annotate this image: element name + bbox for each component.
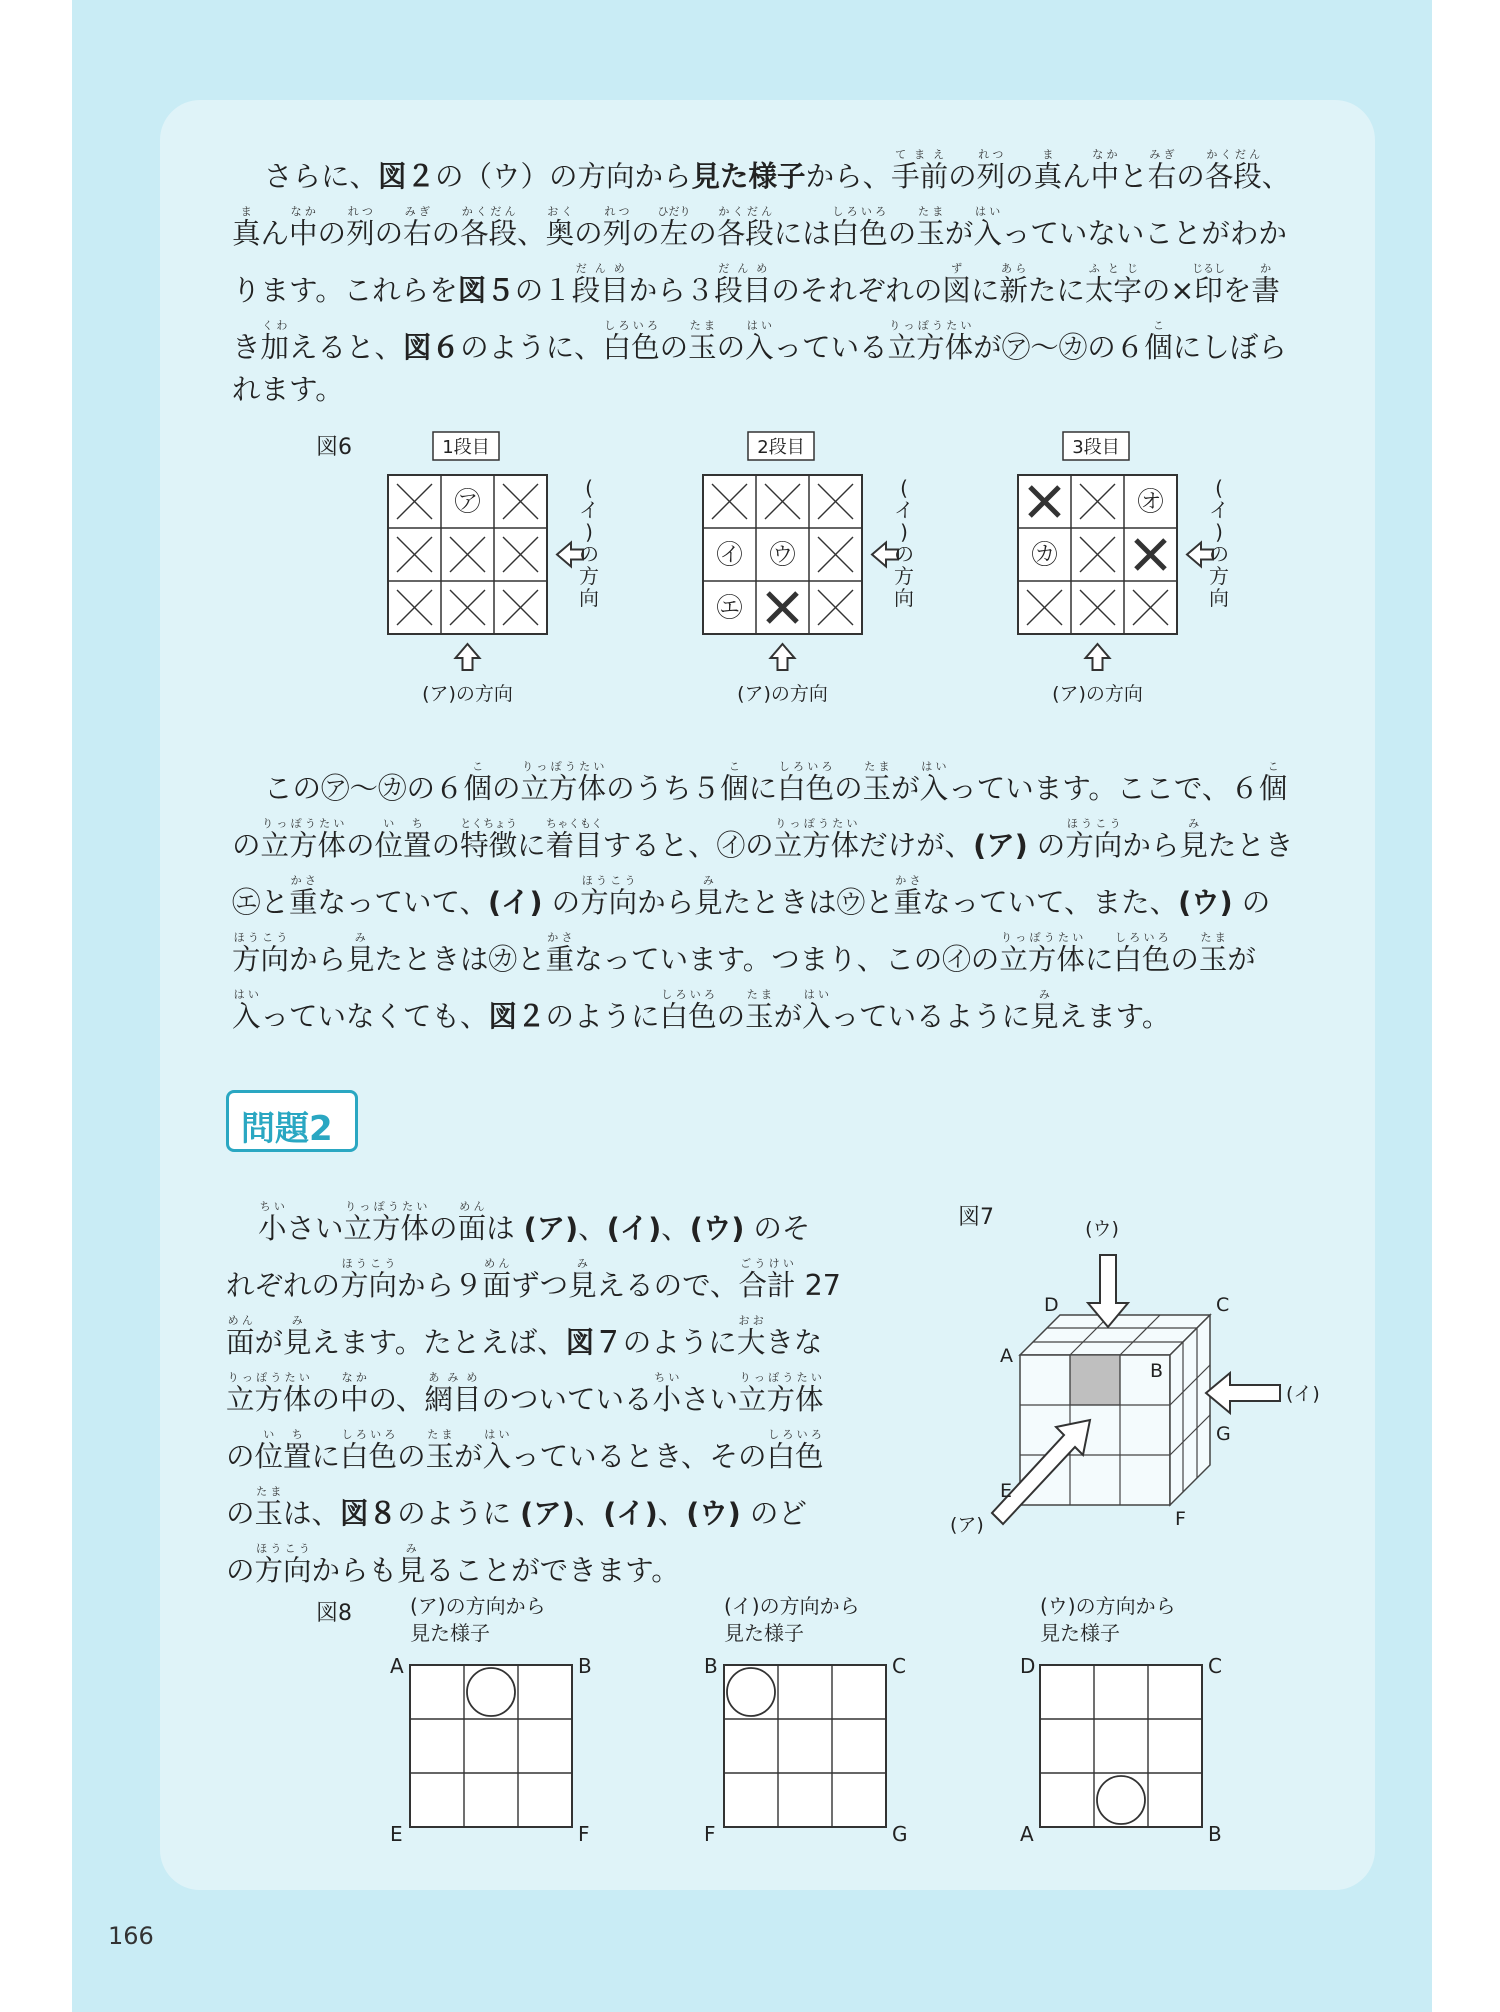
white-ball (727, 1668, 775, 1716)
view-title: (ウ)の方向から (1040, 1594, 1176, 1618)
text-line: 真まん中なかの列れつの右みぎの各段かくだん、奥おくの列れつの左ひだりの各段かくだんには白色しろいろの玉たまが入はいっていないことがわか (232, 205, 1287, 250)
text-line: の玉たまは、図８のように (ア)、(イ)、(ウ) のど (226, 1485, 807, 1530)
text-line: 小ちいさい立方体りっぽうたいの面めんは (ア)、(イ)、(ウ) のそ (258, 1200, 811, 1245)
vertex-b: B (1150, 1360, 1164, 1382)
text-line: ㋓と重かさなっていて、(イ) の方向ほうこうから見みたときは㋒と重かさなっていて、また、(ウ) の (232, 874, 1271, 919)
corner-label: C (1208, 1654, 1222, 1678)
section-title: 問題2 (241, 1109, 333, 1149)
grid-title: 2段目 (757, 437, 805, 458)
cube-label: ㋐ (454, 487, 481, 518)
text-line: き加くわえると、図６のように、白色しろいろの玉たまの入はいっている立方体りっぽうたいが㋐～㋕の６個こにしぼら (232, 319, 1287, 364)
white-ball (467, 1668, 515, 1716)
label-u: (ウ) (1085, 1218, 1119, 1240)
text-line: れぞれの方向ほうこうから９面めんずつ見みえるので、合計ごうけい 27 (226, 1257, 841, 1302)
figure-7-label: 図7 (958, 1205, 994, 1230)
label-i: (イ) (1286, 1383, 1320, 1405)
direction-i-label: (イ)の方向 (1209, 476, 1229, 610)
corner-label: F (578, 1822, 590, 1846)
view-title: 見た様子 (724, 1621, 804, 1645)
text-line: ります。これらを図５の１段目だんめから３段目だんめのそれぞれの図ずに新あらたに太字ふとじの×印じるしを書か (232, 262, 1280, 307)
text-line: れます。 (232, 373, 344, 406)
view-title: (イ)の方向から (724, 1594, 860, 1618)
vertex-d: D (1044, 1294, 1059, 1316)
text-line: 方向ほうこうから見みたときは㋕と重かさなっています。つまり、この㋑の立方体りっぽうたいに白色しろいろの玉たまが (232, 931, 1256, 976)
corner-label: C (892, 1654, 906, 1678)
figure-8-label: 図8 (316, 1601, 352, 1626)
cube-label: ㋕ (1031, 540, 1058, 571)
corner-label: B (1208, 1822, 1222, 1846)
view-title: 見た様子 (1040, 1621, 1120, 1645)
text-line: 面めんが見みえます。たとえば、図７のように大おおきな (226, 1314, 823, 1359)
text-line: 入はいっていなくても、図２のように白色しろいろの玉たまが入はいっているように見みえます。 (232, 988, 1171, 1033)
direction-i-label: (イ)の方向 (579, 476, 599, 610)
corner-label: F (704, 1822, 716, 1846)
page-number: 166 (108, 1922, 154, 1950)
vertex-g: G (1216, 1423, 1231, 1445)
view-title: (ア)の方向から (410, 1594, 546, 1618)
cube-label: ㋒ (769, 540, 796, 571)
corner-label: G (892, 1822, 908, 1846)
corner-label: D (1020, 1654, 1036, 1678)
white-ball (1097, 1776, 1145, 1824)
grid-title: 3段目 (1072, 437, 1120, 458)
figure-6-label: 図6 (316, 435, 352, 460)
text-line: の立方体りっぽうたいの位置いちの特徴とくちょうに着目ちゃくもくすると、㋑の立方体りっぽうたいだけが、(ア) の方向ほうこうから見みたとき (232, 817, 1294, 862)
corner-label: A (1020, 1822, 1034, 1846)
vertex-e: E (1000, 1480, 1013, 1502)
vertex-c: C (1216, 1294, 1230, 1316)
vertex-f: F (1175, 1508, 1186, 1530)
label-a: (ア) (950, 1514, 984, 1536)
cube-label: ㋑ (716, 540, 743, 571)
direction-a-label: (ア)の方向 (737, 683, 828, 705)
cube-label: ㋓ (716, 593, 743, 624)
vertex-a: A (1000, 1345, 1013, 1367)
corner-label: E (390, 1822, 403, 1846)
direction-a-label: (ア)の方向 (422, 683, 513, 705)
text-line: の位置いちに白色しろいろの玉たまが入はいっているとき、その白色しろいろ (226, 1428, 824, 1473)
direction-a-label: (ア)の方向 (1052, 683, 1143, 705)
corner-label: A (390, 1654, 404, 1678)
text-line: さらに、図２の（ウ）の方向から見た様子から、手前てまえの列れつの真まん中なかと右みぎの各段かくだん、 (264, 148, 1291, 193)
direction-i-label: (イ)の方向 (894, 476, 914, 610)
text-line: の方向ほうこうからも見みることができます。 (226, 1542, 680, 1587)
cube-label: ㋔ (1137, 487, 1164, 518)
text-line: 立方体りっぽうたいの中なかの、網目あみめのついている小ちいさい立方体りっぽうたい (226, 1371, 824, 1416)
text-line: この㋐～㋕の６個この立方体りっぽうたいのうち５個こに白色しろいろの玉たまが入はいっています。ここで、６個こ (264, 760, 1288, 805)
corner-label: B (578, 1654, 592, 1678)
view-title: 見た様子 (410, 1621, 490, 1645)
grid-title: 1段目 (442, 437, 490, 458)
corner-label: B (704, 1654, 718, 1678)
